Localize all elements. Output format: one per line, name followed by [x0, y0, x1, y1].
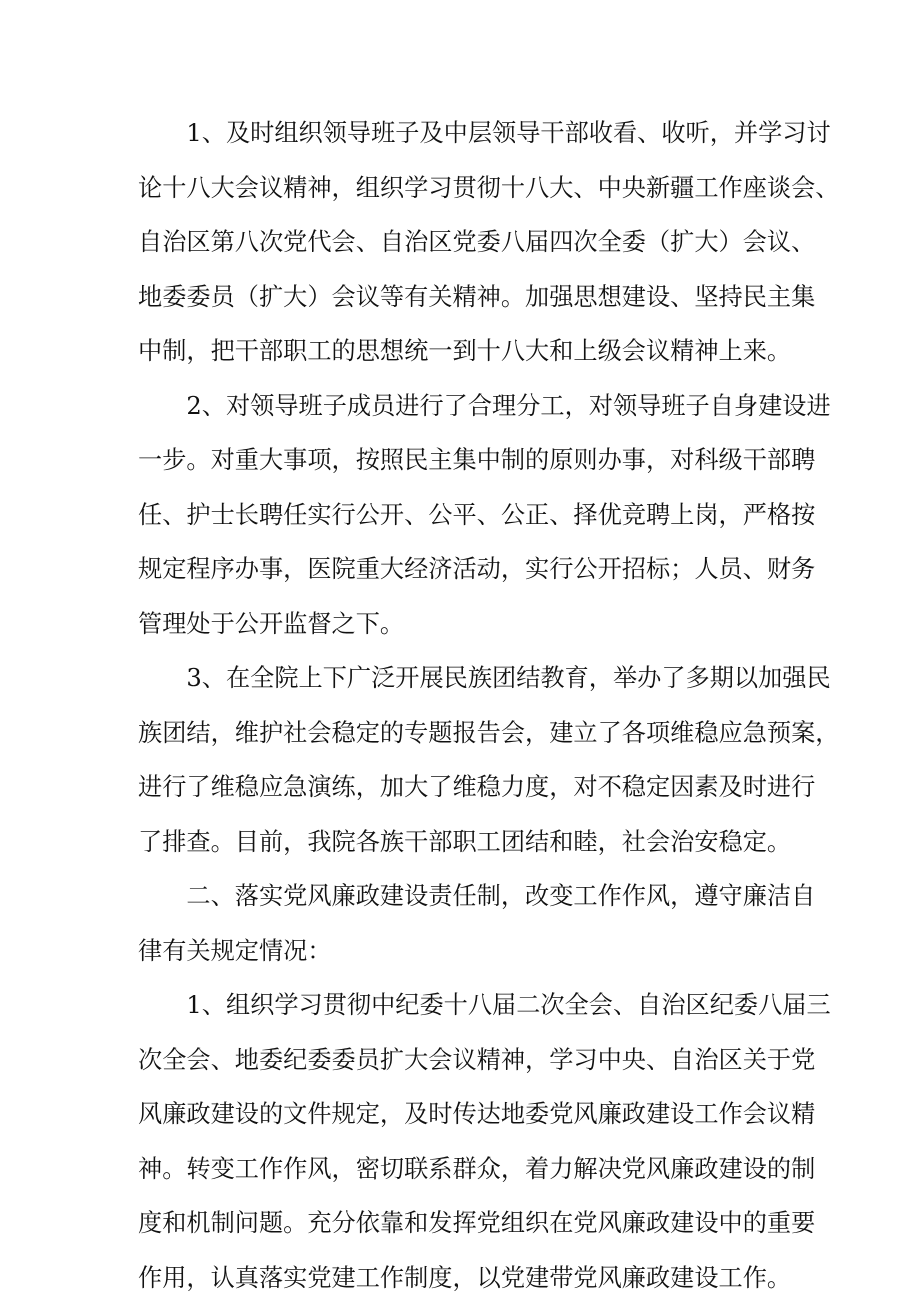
paragraph-line: 3、在全院上下广泛开展民族团结教育，举办了多期以加强民 — [138, 651, 798, 706]
paragraph-3 — [138, 651, 798, 869]
paragraph-line: 次全会、地委纪委委员扩大会议精神，学习中央、自治区关于党 — [138, 1033, 798, 1088]
paragraph-line: 管理处于公开监督之下。 — [138, 597, 798, 652]
section-heading-2 — [138, 869, 798, 978]
paragraph-line: 任、护士长聘任实行公开、公平、公正、择优竞聘上岗，严格按 — [138, 488, 798, 543]
paragraph-line: 自治区第八次党代会、自治区党委八届四次全委（扩大）会议、 — [138, 215, 798, 270]
paragraph-4 — [138, 978, 798, 1305]
paragraph-1 — [138, 106, 798, 379]
paragraph-line: 度和机制问题。充分依靠和发挥党组织在党风廉政建设中的重要 — [138, 1196, 798, 1251]
paragraph-line: 一步。对重大事项，按照民主集中制的原则办事，对科级干部聘 — [138, 433, 798, 488]
document-body — [138, 106, 798, 1305]
paragraph-line: 1、及时组织领导班子及中层领导干部收看、收听，并学习讨 — [138, 106, 798, 161]
paragraph-line: 风廉政建设的文件规定，及时传达地委党风廉政建设工作会议精 — [138, 1087, 798, 1142]
paragraph-line: 2、对领导班子成员进行了合理分工，对领导班子自身建设进 — [138, 379, 798, 434]
paragraph-line: 作用，认真落实党建工作制度，以党建带党风廉政建设工作。 — [138, 1251, 798, 1305]
paragraph-2 — [138, 379, 798, 652]
paragraph-line: 了排查。目前，我院各族干部职工团结和睦，社会治安稳定。 — [138, 815, 798, 870]
paragraph-line: 神。转变工作作风，密切联系群众，着力解决党风廉政建设的制 — [138, 1142, 798, 1197]
paragraph-line: 规定程序办事，医院重大经济活动，实行公开招标；人员、财务 — [138, 542, 798, 597]
paragraph-line: 律有关规定情况： — [138, 924, 798, 979]
paragraph-line: 地委委员（扩大）会议等有关精神。加强思想建设、坚持民主集 — [138, 270, 798, 325]
paragraph-line: 论十八大会议精神，组织学习贯彻十八大、中央新疆工作座谈会、 — [138, 161, 798, 216]
paragraph-line: 1、组织学习贯彻中纪委十八届二次全会、自治区纪委八届三 — [138, 978, 798, 1033]
paragraph-line: 二、落实党风廉政建设责任制，改变工作作风，遵守廉洁自 — [138, 869, 798, 924]
paragraph-line: 进行了维稳应急演练，加大了维稳力度，对不稳定因素及时进行 — [138, 760, 798, 815]
paragraph-line: 族团结，维护社会稳定的专题报告会，建立了各项维稳应急预案， — [138, 706, 798, 761]
paragraph-line: 中制，把干部职工的思想统一到十八大和上级会议精神上来。 — [138, 324, 798, 379]
